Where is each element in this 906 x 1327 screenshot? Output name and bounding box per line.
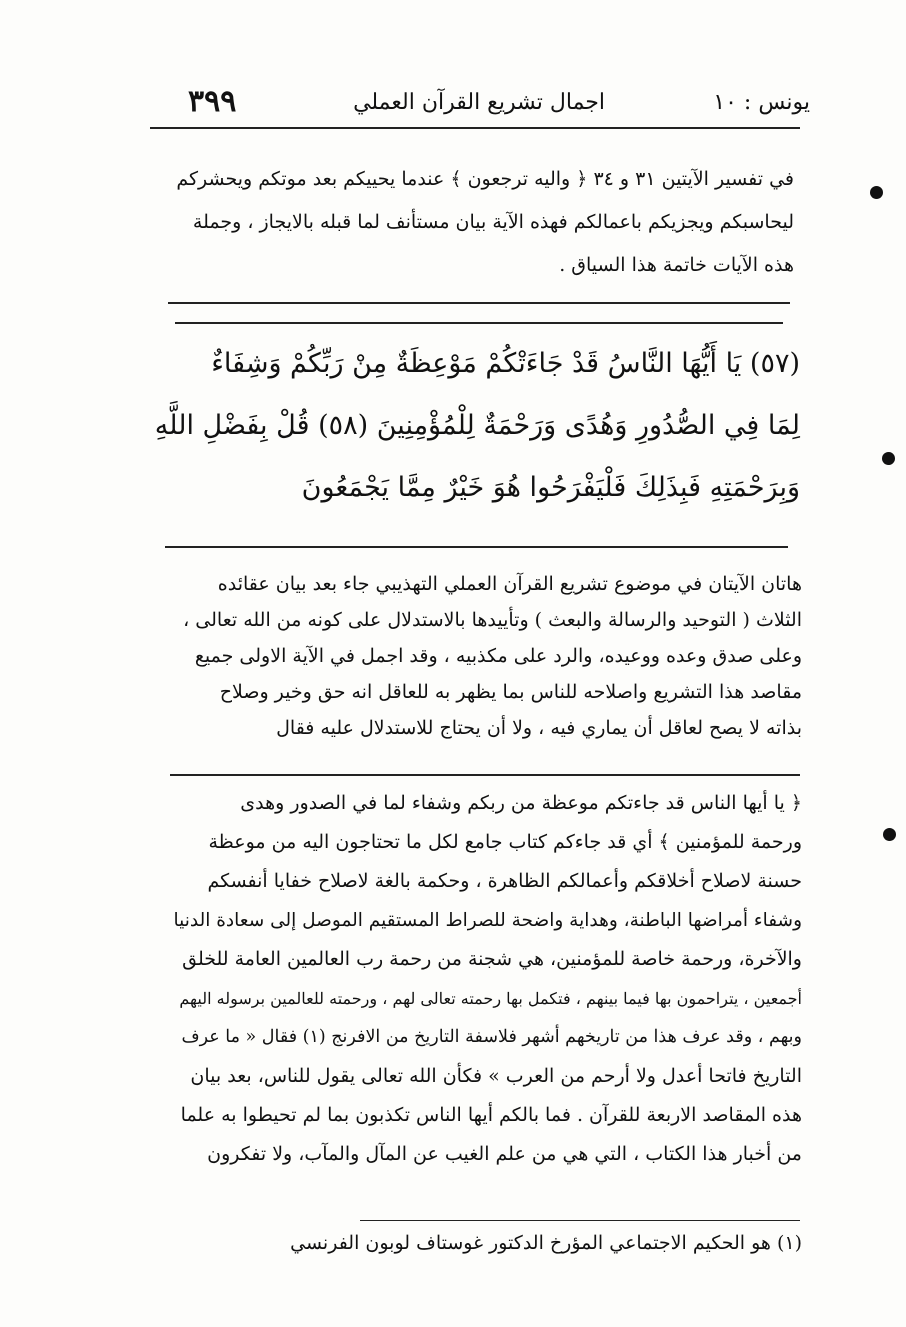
verse-line: وَبِرَحْمَتِهِ فَبِذَلِكَ فَلْيَفْرَحُوا هُوَ خَيْرٌ مِمَّا يَجْمَعُونَ — [301, 472, 800, 503]
commentary-paragraph-1 — [162, 566, 802, 746]
footnote-text: (١) هو الحكيم الاجتماعي المؤرخ الدكتور غوستاف لوبون الفرنسي — [290, 1232, 802, 1254]
text-line: من أخبار هذا الكتاب ، التي هي من علم الغيب عن المآل والمآب، ولا تفكرون — [207, 1143, 802, 1165]
footnote-rule — [360, 1220, 800, 1221]
header-rule — [150, 127, 800, 129]
text-line: وبهم ، وقد عرف هذا من تاريخهم أشهر فلاسفة التاريخ من الافرنج (١) فقال « ما عرف — [181, 1027, 802, 1047]
intro-paragraph — [160, 158, 794, 287]
section-rule — [168, 302, 790, 304]
text-line: ﴿ يا أيها الناس قد جاءتكم موعظة من ربكم وشفاء لما في الصدور وهدى — [240, 792, 802, 814]
page-number: ٣٩٩ — [188, 84, 237, 119]
text-line: ورحمة للمؤمنين ﴾ أي قد جاءكم كتاب جامع لكل ما تحتاجون اليه من موعظة — [208, 831, 802, 853]
section-rule — [170, 774, 800, 776]
punch-hole-mark — [883, 828, 896, 841]
quran-verse-block — [150, 333, 800, 519]
section-rule — [165, 546, 788, 548]
footnote — [262, 1228, 802, 1258]
text-line: ليحاسبكم ويجزيكم باعمالكم فهذه الآية بيان مستأنف لما قبله بالايجاز ، وجملة — [192, 211, 794, 233]
verse-line: (٥٧) يَا أَيُّهَا النَّاسُ قَدْ جَاءَتْكُمْ مَوْعِظَةٌ مِنْ رَبِّكُمْ وَشِفَاءٌ — [211, 348, 800, 379]
text-line: وعلى صدق وعده ووعيده، والرد على مكذبيه ، وقد اجمل في الآية الاولى جميع — [194, 645, 802, 667]
text-line: هذه المقاصد الاربعة للقرآن . فما بالكم أيها الناس تكذبون بما لم تحيطوا به علما — [180, 1104, 802, 1126]
text-line: في تفسير الآيتين ٣١ و ٣٤ ﴿ واليه ترجعون ﴾ عندما يحييكم بعد موتكم ويحشركم — [176, 168, 794, 190]
punch-hole-mark — [882, 452, 895, 465]
section-rule — [175, 322, 783, 324]
surah-reference: يونس : ١٠ — [713, 90, 810, 115]
punch-hole-mark — [870, 186, 883, 199]
text-line: هذه الآيات خاتمة هذا السياق . — [559, 254, 794, 276]
text-line: هاتان الآيتان في موضوع تشريع القرآن العملي التهذيبي جاء بعد بيان عقائده — [217, 573, 802, 595]
text-line: أجمعين ، يتراحمون بها فيما بينهم ، فتكمل بها رحمته تعالى لهم ، ورحمته للعالمين برسوله اليهم — [179, 989, 802, 1008]
text-line: بذاته لا يصح لعاقل أن يماري فيه ، ولا أن يحتاج للاستدلال عليه فقال — [276, 717, 802, 739]
text-line: والآخرة، ورحمة خاصة للمؤمنين، هي شجنة من رحمة رب العالمين العامة للخلق — [182, 948, 802, 970]
running-title: اجمال تشريع القرآن العملي — [353, 90, 605, 115]
page-header — [170, 84, 810, 124]
verse-line: لِمَا فِي الصُّدُورِ وَهُدًى وَرَحْمَةٌ لِلْمُؤْمِنِينَ (٥٨) قُلْ بِفَضْلِ اللَّهِ — [154, 410, 800, 441]
text-line: وشفاء أمراضها الباطنة، وهداية واضحة للصراط المستقيم الموصل إلى سعادة الدنيا — [173, 910, 802, 931]
text-line: الثلاث ( التوحيد والرسالة والبعث ) وتأييدها بالاستدلال على كونه من الله تعالى ، — [183, 609, 802, 631]
text-line: حسنة لاصلاح أخلاقكم وأعمالكم الظاهرة ، وحكمة بالغة لاصلاح خفايا أنفسكم — [207, 870, 802, 892]
commentary-paragraph-2 — [165, 784, 802, 1174]
text-line: مقاصد هذا التشريع واصلاحه للناس بما يظهر به للعاقل انه حق وخير وصلاح — [219, 681, 802, 703]
text-line: التاريخ فاتحا أعدل ولا أرحم من العرب » فكأن الله تعالى يقول للناس، بعد بيان — [190, 1065, 802, 1087]
